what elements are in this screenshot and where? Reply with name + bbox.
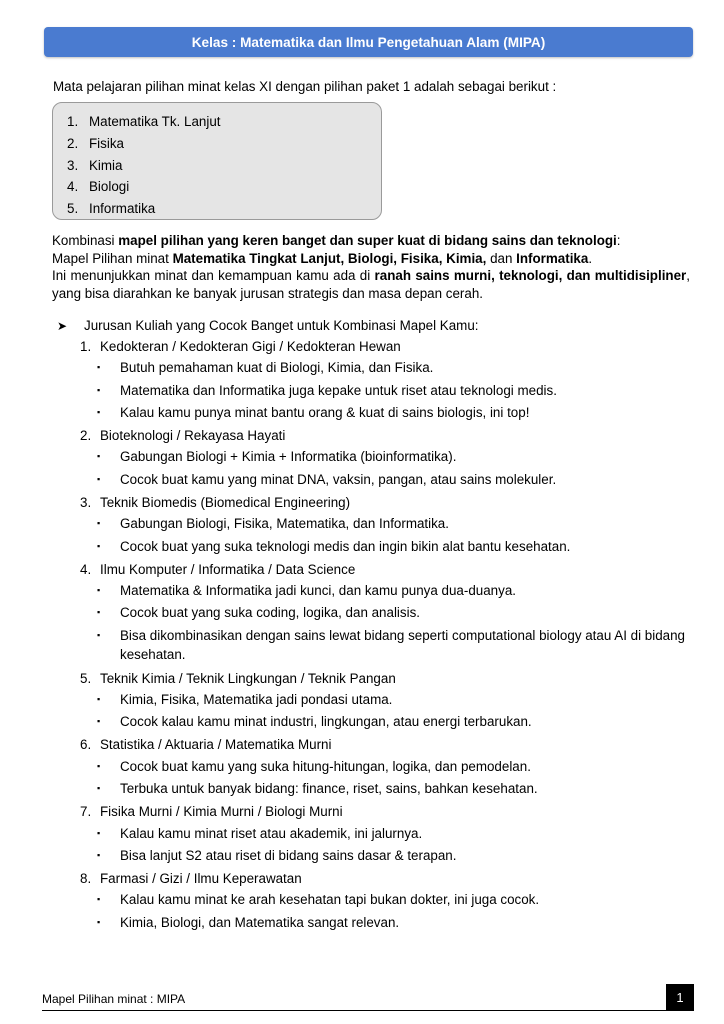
text-run: . bbox=[588, 250, 593, 266]
major-title: Fisika Murni / Kimia Murni / Biologi Murni bbox=[100, 804, 343, 820]
page-title: Kelas : Matematika dan Ilmu Pengetahuan Alam (MIPA) bbox=[191, 34, 546, 50]
page-number-text: 1 bbox=[676, 990, 684, 1005]
major-point bbox=[80, 581, 695, 601]
square-bullet-icon: ▪ bbox=[97, 894, 101, 905]
major-item bbox=[80, 492, 695, 556]
major-heading bbox=[80, 336, 695, 358]
major-point bbox=[80, 603, 695, 623]
square-bullet-icon: ▪ bbox=[97, 362, 101, 373]
square-bullet-icon: ▪ bbox=[97, 384, 101, 395]
major-title: Kedokteran / Kedokteran Gigi / Kedokteran Hewan bbox=[100, 339, 401, 354]
subject-label: Matematika Tk. Lanjut bbox=[89, 114, 221, 129]
major-title: Ilmu Komputer / Informatika / Data Science bbox=[100, 561, 356, 577]
major-point-text: Kalau kamu minat riset atau akademik, ini jalurnya. bbox=[120, 825, 423, 841]
header-bar bbox=[44, 27, 693, 57]
major-point-text: Cocok buat kamu yang suka hitung-hitungan, logika, dan pemodelan. bbox=[120, 758, 531, 774]
major-number: 5. bbox=[80, 670, 92, 686]
major-point-text: Cocok buat yang suka coding, logika, dan analisis. bbox=[120, 605, 420, 621]
footer-divider bbox=[42, 1010, 694, 1011]
square-bullet-icon: ▪ bbox=[97, 406, 101, 417]
major-item bbox=[80, 868, 695, 932]
major-point bbox=[80, 626, 695, 665]
subject-item bbox=[67, 111, 381, 133]
text-run: Ini menunjukkan minat dan kemampuan kamu ada di bbox=[52, 268, 375, 284]
square-bullet-icon: ▪ bbox=[97, 693, 101, 704]
paragraph-line bbox=[52, 250, 690, 268]
square-bullet-icon: ▪ bbox=[97, 716, 101, 727]
major-point bbox=[80, 690, 695, 710]
major-point bbox=[80, 447, 695, 467]
major-point bbox=[80, 757, 695, 777]
major-item bbox=[80, 668, 695, 732]
text-run: : bbox=[616, 233, 621, 248]
major-item bbox=[80, 734, 695, 798]
major-number: 8. bbox=[80, 871, 92, 887]
square-bullet-icon: ▪ bbox=[97, 849, 101, 860]
subject-list-box bbox=[52, 102, 382, 220]
majors-list bbox=[80, 336, 695, 935]
major-point bbox=[80, 824, 695, 844]
major-item bbox=[80, 559, 695, 665]
major-heading bbox=[80, 801, 695, 823]
square-bullet-icon: ▪ bbox=[97, 585, 101, 596]
square-bullet-icon: ▪ bbox=[97, 473, 101, 484]
square-bullet-icon: ▪ bbox=[97, 827, 101, 838]
combination-paragraph bbox=[52, 232, 690, 303]
page-number bbox=[666, 984, 694, 1011]
major-item bbox=[80, 336, 695, 422]
major-number: 1. bbox=[80, 339, 92, 354]
section-heading bbox=[57, 317, 479, 335]
square-bullet-icon: ▪ bbox=[97, 760, 101, 771]
subject-item bbox=[67, 155, 381, 177]
text-run: Mapel Pilihan minat bbox=[52, 250, 173, 266]
subject-number: 4. bbox=[67, 179, 79, 195]
major-point-text: Cocok kalau kamu minat industri, lingkungan, atau energi terbarukan. bbox=[120, 714, 532, 730]
major-point-text: Gabungan Biologi + Kimia + Informatika (bioinformatika). bbox=[120, 449, 457, 465]
major-point-text: Butuh pemahaman kuat di Biologi, Kimia, dan Fisika. bbox=[120, 360, 434, 376]
bold-text: Informatika bbox=[516, 250, 589, 266]
major-point bbox=[80, 381, 695, 401]
square-bullet-icon: ▪ bbox=[97, 518, 101, 529]
major-point bbox=[80, 846, 695, 866]
major-point bbox=[80, 779, 695, 799]
section-heading-text: Jurusan Kuliah yang Cocok Banget untuk Kombinasi Mapel Kamu: bbox=[84, 318, 479, 333]
subject-label: Kimia bbox=[89, 157, 123, 173]
major-point bbox=[80, 913, 695, 933]
major-title: Statistika / Aktuaria / Matematika Murni bbox=[100, 737, 332, 753]
major-point-text: Cocok buat yang suka teknologi medis dan ingin bikin alat bantu kesehatan. bbox=[120, 538, 571, 554]
major-title: Farmasi / Gizi / Ilmu Keperawatan bbox=[100, 871, 302, 887]
subject-label: Biologi bbox=[89, 179, 130, 195]
major-point bbox=[80, 514, 695, 534]
major-number: 3. bbox=[80, 495, 92, 510]
major-point-text: Matematika & Informatika jadi kunci, dan kamu punya dua-duanya. bbox=[120, 583, 516, 599]
text-run: Kombinasi bbox=[52, 233, 119, 248]
major-point bbox=[80, 712, 695, 732]
major-point bbox=[80, 537, 695, 557]
major-point-text: Kalau kamu minat ke arah kesehatan tapi bukan dokter, ini juga cocok. bbox=[120, 892, 540, 908]
major-number: 6. bbox=[80, 737, 92, 753]
subject-list bbox=[67, 111, 381, 220]
major-heading bbox=[80, 492, 695, 514]
paragraph-line bbox=[52, 267, 690, 302]
major-point bbox=[80, 403, 695, 423]
bold-text: Matematika Tingkat Lanjut, Biologi, Fisika, Kimia, bbox=[172, 250, 487, 266]
square-bullet-icon: ▪ bbox=[97, 451, 101, 462]
text-run: dan bbox=[486, 250, 517, 266]
subject-item bbox=[67, 133, 381, 155]
square-bullet-icon: ▪ bbox=[97, 916, 101, 927]
major-title: Bioteknologi / Rekayasa Hayati bbox=[100, 428, 286, 444]
major-number: 2. bbox=[80, 428, 92, 444]
subject-number: 5. bbox=[67, 201, 79, 217]
footer-text: Mapel Pilihan minat : MIPA bbox=[42, 992, 186, 1006]
square-bullet-icon: ▪ bbox=[97, 629, 101, 640]
intro-text: Mata pelajaran pilihan minat kelas XI dengan pilihan paket 1 adalah sebagai berikut : bbox=[53, 79, 557, 94]
major-point-text: Cocok buat kamu yang minat DNA, vaksin, pangan, atau sains molekuler. bbox=[120, 471, 557, 487]
subject-item bbox=[67, 176, 381, 198]
square-bullet-icon: ▪ bbox=[97, 607, 101, 618]
major-number: 4. bbox=[80, 561, 92, 577]
major-point-text: Kimia, Biologi, dan Matematika sangat relevan. bbox=[120, 914, 400, 930]
major-item bbox=[80, 425, 695, 489]
major-point-text: Terbuka untuk banyak bidang: finance, riset, sains, bahkan kesehatan. bbox=[120, 781, 538, 797]
major-heading bbox=[80, 559, 695, 581]
subject-label: Fisika bbox=[89, 135, 124, 151]
text-run: , yang bisa diarahkan ke banyak jurusan strategis dan masa depan cerah. bbox=[52, 268, 690, 302]
subject-number: 1. bbox=[67, 114, 79, 129]
major-point-text: Bisa lanjut S2 atau riset di bidang sains dasar & terapan. bbox=[120, 847, 457, 863]
bold-text: ranah sains murni, teknologi, dan multidisipliner bbox=[374, 268, 687, 284]
major-point-text: Gabungan Biologi, Fisika, Matematika, dan Informatika. bbox=[120, 516, 449, 532]
arrow-bullet-icon: ➤ bbox=[57, 319, 68, 333]
major-point-text: Kalau kamu punya minat bantu orang & kuat di sains biologis, ini top! bbox=[120, 404, 530, 420]
major-point-text: Bisa dikombinasikan dengan sains lewat bidang seperti computational biology atau AI di bidang kesehatan. bbox=[120, 627, 686, 663]
subject-label: Informatika bbox=[89, 201, 156, 217]
major-heading bbox=[80, 868, 695, 890]
major-title: Teknik Biomedis (Biomedical Engineering) bbox=[100, 495, 351, 510]
subject-number: 2. bbox=[67, 135, 79, 151]
square-bullet-icon: ▪ bbox=[97, 540, 101, 551]
major-point bbox=[80, 890, 695, 910]
major-point bbox=[80, 470, 695, 490]
major-point bbox=[80, 358, 695, 378]
subject-item bbox=[67, 198, 381, 220]
major-point-text: Matematika dan Informatika juga kepake untuk riset atau teknologi medis. bbox=[120, 382, 557, 398]
paragraph-line bbox=[52, 232, 690, 250]
major-heading bbox=[80, 668, 695, 690]
major-title: Teknik Kimia / Teknik Lingkungan / Teknik Pangan bbox=[100, 670, 396, 686]
bold-text: mapel pilihan yang keren banget dan super kuat di bidang sains dan teknologi bbox=[118, 233, 617, 248]
square-bullet-icon: ▪ bbox=[97, 783, 101, 794]
subject-number: 3. bbox=[67, 157, 79, 173]
major-item bbox=[80, 801, 695, 865]
major-number: 7. bbox=[80, 804, 92, 820]
major-heading bbox=[80, 425, 695, 447]
major-heading bbox=[80, 734, 695, 756]
major-point-text: Kimia, Fisika, Matematika jadi pondasi utama. bbox=[120, 691, 393, 707]
